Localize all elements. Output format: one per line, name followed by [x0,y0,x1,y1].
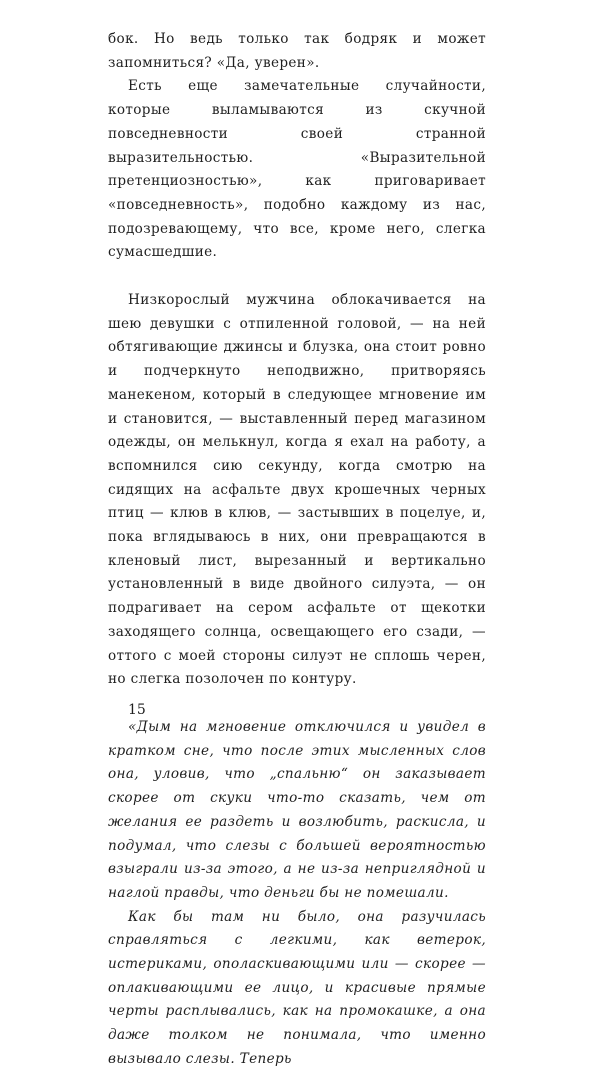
paragraph-short-man: Низкорослый мужчина облокачивается на шею девушки с отпиленной головой, — на ней обтягивающие джинсы и блузка, она стоит ровно и подчеркнуто неподвижно, притворяясь манекеном, который в следующее мгновение им и становится, — выставленный перед магазином одежды, он мелькнул, когда я ехал на работу, а вспомнился сию секунду, когда смотрю на сидящих на асфальте двух крошечных черных птиц — клюв в клюв, — застывших в поцелуе, и, пока вглядываюсь в них, они превращаются в кленовый лист, вырезанный и вертикально установленный в виде двойного силуэта, — он подрагивает на сером асфальте от щекотки заходящего солнца, освещающего его сзади, — оттого с моей стороны силуэт не сплошь черен, но слегка позолочен по контуру. [108,292,486,688]
page-number: 15 [128,702,146,718]
paragraph-italic-tears: Как бы там ни было, она разучилась справляться с легкими, как ветерок, истериками, ополаскивающими или — скорее — оплакивающими ее лицо, и красивые прямые черты расплывались, как на промокашке, а она даже толком не понимала, что именно вызывало слезы. Теперь [108,908,486,1067]
page-body [108,28,486,1072]
paragraph-italic-dream: «Дым на мгновение отключился и увидел в кратком сне, что после этих мысленных слов она, уловив, что „спальню“ он заказывает скорее от скуки что-то сказать, чем от желания ее раздеть и возлюбить, раскисла, и подумал, что слезы с большей вероятностью взыграли из-за этого, а не из-за неприглядной и наглой правды, что деньги бы не помешали. [108,718,486,901]
paragraph-continuation: бок. Но ведь только так бодряк и может запомниться? «Да, уверен». [108,31,486,71]
paragraph-random-events: Есть еще замечательные случайности, которые выламываются из скучной повседневности своей странной выразительностью. «Выразительной претенциозностью», как приговаривает «повседневность», подобно каждому из нас, подозревающему, что все, кроме него, слегка сумасшедшие. [108,78,486,261]
